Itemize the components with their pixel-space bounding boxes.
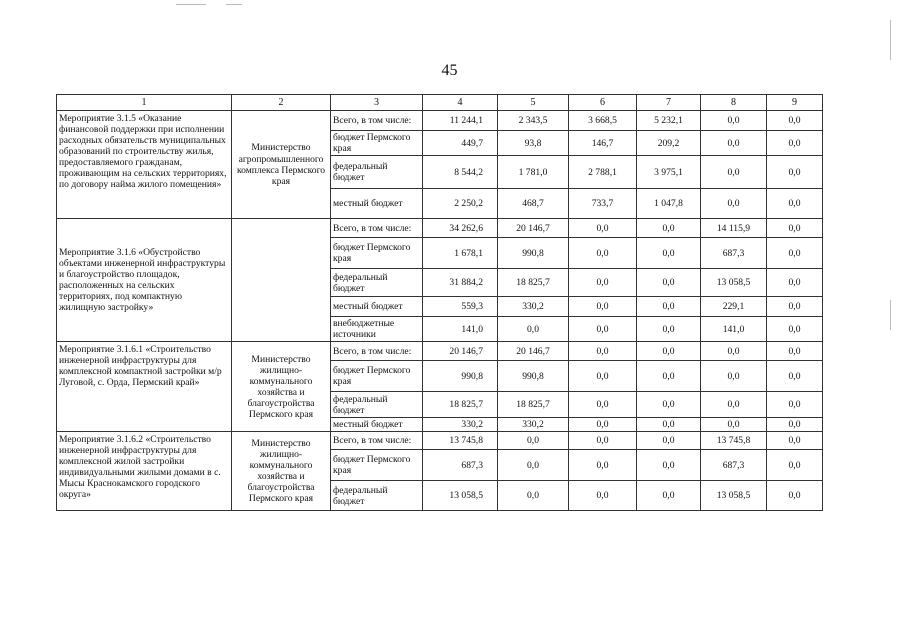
executor-cell: Министерство агропромышленного комплекса Пермского края xyxy=(232,111,331,219)
page-number: 45 xyxy=(441,62,458,79)
amount-cell: 0,0 xyxy=(701,111,767,131)
funding-source: местный бюджет xyxy=(331,297,423,317)
amount-cell: 0,0 xyxy=(569,361,637,392)
executor-cell: Министерство жилищно-коммунального хозяйства и благоустройства Пермского края xyxy=(232,342,331,432)
amount-cell: 2 250,2 xyxy=(423,189,498,219)
amount-cell: 468,7 xyxy=(498,189,569,219)
amount-cell: 0,0 xyxy=(637,481,701,511)
amount-cell: 0,0 xyxy=(637,418,701,432)
column-header: 5 xyxy=(498,95,569,111)
funding-source: федеральный бюджет xyxy=(331,392,423,418)
amount-cell: 31 884,2 xyxy=(423,269,498,297)
measure-name: Мероприятие 3.1.5 «Оказание финансовой поддержки при исполнении расходных обязательств муниципальных образований по строительству жилья, предоставляемого гражданам, проживающим на сельских территориях, по договору найма жилого помещения» xyxy=(57,111,232,219)
amount-cell: 0,0 xyxy=(637,219,701,238)
executor-cell xyxy=(232,219,331,342)
amount-cell: 209,2 xyxy=(637,131,701,156)
measure-name: Мероприятие 3.1.6.1 «Строительство инженерной инфраструктуры для комплексной компактной застройки м/р Луговой, с. Орда, Пермский край» xyxy=(57,342,232,432)
amount-cell: 146,7 xyxy=(569,131,637,156)
measure-name: Мероприятие 3.1.6 «Обустройство объектами инженерной инфраструктуры и благоустройство площадок, расположенных на сельских территориях, под компактную жилищную застройку» xyxy=(57,219,232,342)
amount-cell: 0,0 xyxy=(569,481,637,511)
amount-cell: 18 825,7 xyxy=(498,392,569,418)
amount-cell: 0,0 xyxy=(637,450,701,481)
amount-cell: 990,8 xyxy=(498,238,569,269)
amount-cell: 18 825,7 xyxy=(498,269,569,297)
amount-cell: 0,0 xyxy=(569,450,637,481)
amount-cell: 0,0 xyxy=(569,219,637,238)
amount-cell: 141,0 xyxy=(423,317,498,342)
funding-source: бюджет Пермского края xyxy=(331,238,423,269)
amount-cell: 687,3 xyxy=(423,450,498,481)
table-row xyxy=(57,111,823,131)
amount-cell: 0,0 xyxy=(569,317,637,342)
amount-cell: 20 146,7 xyxy=(498,219,569,238)
table-row xyxy=(57,342,823,361)
column-header: 1 xyxy=(57,95,232,111)
amount-cell: 733,7 xyxy=(569,189,637,219)
amount-cell: 0,0 xyxy=(767,189,823,219)
funding-source: федеральный бюджет xyxy=(331,156,423,189)
amount-cell: 0,0 xyxy=(767,418,823,432)
column-header: 3 xyxy=(331,95,423,111)
amount-cell: 0,0 xyxy=(701,156,767,189)
amount-cell: 0,0 xyxy=(569,238,637,269)
amount-cell: 11 244,1 xyxy=(423,111,498,131)
amount-cell: 0,0 xyxy=(767,361,823,392)
funding-source: Всего, в том числе: xyxy=(331,111,423,131)
column-header: 6 xyxy=(569,95,637,111)
amount-cell: 0,0 xyxy=(767,342,823,361)
budget-table xyxy=(56,94,823,511)
funding-source: местный бюджет xyxy=(331,418,423,432)
amount-cell: 141,0 xyxy=(701,317,767,342)
amount-cell: 0,0 xyxy=(767,432,823,450)
header-row xyxy=(57,95,823,111)
funding-source: внебюджетные источники xyxy=(331,317,423,342)
amount-cell: 0,0 xyxy=(701,361,767,392)
amount-cell: 0,0 xyxy=(637,238,701,269)
amount-cell: 229,1 xyxy=(701,297,767,317)
amount-cell: 687,3 xyxy=(701,238,767,269)
amount-cell: 0,0 xyxy=(701,131,767,156)
amount-cell: 13 745,8 xyxy=(423,432,498,450)
amount-cell: 13 058,5 xyxy=(701,481,767,511)
amount-cell: 13 058,5 xyxy=(423,481,498,511)
amount-cell: 330,2 xyxy=(498,297,569,317)
amount-cell: 8 544,2 xyxy=(423,156,498,189)
amount-cell: 34 262,6 xyxy=(423,219,498,238)
amount-cell: 0,0 xyxy=(637,392,701,418)
amount-cell: 13 745,8 xyxy=(701,432,767,450)
amount-cell: 0,0 xyxy=(569,297,637,317)
funding-source: Всего, в том числе: xyxy=(331,219,423,238)
amount-cell: 0,0 xyxy=(637,432,701,450)
amount-cell: 0,0 xyxy=(569,269,637,297)
amount-cell: 330,2 xyxy=(498,418,569,432)
amount-cell: 18 825,7 xyxy=(423,392,498,418)
scan-mark xyxy=(890,20,891,60)
amount-cell: 559,3 xyxy=(423,297,498,317)
funding-source: бюджет Пермского края xyxy=(331,361,423,392)
amount-cell: 0,0 xyxy=(637,269,701,297)
amount-cell: 13 058,5 xyxy=(701,269,767,297)
column-header: 9 xyxy=(767,95,823,111)
amount-cell: 0,0 xyxy=(701,342,767,361)
amount-cell: 2 788,1 xyxy=(569,156,637,189)
amount-cell: 3 975,1 xyxy=(637,156,701,189)
amount-cell: 990,8 xyxy=(423,361,498,392)
amount-cell: 449,7 xyxy=(423,131,498,156)
amount-cell: 0,0 xyxy=(767,111,823,131)
amount-cell: 0,0 xyxy=(767,238,823,269)
column-header: 8 xyxy=(701,95,767,111)
amount-cell: 0,0 xyxy=(637,317,701,342)
amount-cell: 3 668,5 xyxy=(569,111,637,131)
amount-cell: 5 232,1 xyxy=(637,111,701,131)
funding-source: Всего, в том числе: xyxy=(331,432,423,450)
amount-cell: 0,0 xyxy=(569,432,637,450)
amount-cell: 0,0 xyxy=(701,392,767,418)
table-row xyxy=(57,219,823,238)
amount-cell: 0,0 xyxy=(767,297,823,317)
scan-mark xyxy=(226,4,242,5)
column-header: 7 xyxy=(637,95,701,111)
amount-cell: 93,8 xyxy=(498,131,569,156)
amount-cell: 1 781,0 xyxy=(498,156,569,189)
measure-name: Мероприятие 3.1.6.2 «Строительство инженерной инфраструктуры для комплексной жилой застройки индивидуальными жилыми домами в с. Мысы Краснокамского городского округа» xyxy=(57,432,232,511)
table-row xyxy=(57,432,823,450)
amount-cell: 0,0 xyxy=(498,450,569,481)
amount-cell: 0,0 xyxy=(498,317,569,342)
amount-cell: 0,0 xyxy=(701,418,767,432)
amount-cell: 0,0 xyxy=(637,297,701,317)
amount-cell: 1 678,1 xyxy=(423,238,498,269)
amount-cell: 0,0 xyxy=(569,392,637,418)
amount-cell: 0,0 xyxy=(498,481,569,511)
column-header: 2 xyxy=(232,95,331,111)
scan-mark xyxy=(176,4,206,5)
amount-cell: 0,0 xyxy=(767,269,823,297)
funding-source: местный бюджет xyxy=(331,189,423,219)
amount-cell: 20 146,7 xyxy=(423,342,498,361)
amount-cell: 20 146,7 xyxy=(498,342,569,361)
amount-cell: 687,3 xyxy=(701,450,767,481)
amount-cell: 0,0 xyxy=(569,418,637,432)
amount-cell: 0,0 xyxy=(498,432,569,450)
column-header: 4 xyxy=(423,95,498,111)
amount-cell: 2 343,5 xyxy=(498,111,569,131)
amount-cell: 0,0 xyxy=(637,361,701,392)
amount-cell: 0,0 xyxy=(767,131,823,156)
scan-mark xyxy=(890,300,891,330)
amount-cell: 0,0 xyxy=(767,156,823,189)
amount-cell: 990,8 xyxy=(498,361,569,392)
funding-source: бюджет Пермского края xyxy=(331,131,423,156)
amount-cell: 0,0 xyxy=(767,317,823,342)
executor-cell: Министерство жилищно-коммунального хозяйства и благоустройства Пермского края xyxy=(232,432,331,511)
amount-cell: 330,2 xyxy=(423,418,498,432)
amount-cell: 0,0 xyxy=(767,219,823,238)
amount-cell: 0,0 xyxy=(767,450,823,481)
amount-cell: 0,0 xyxy=(767,481,823,511)
amount-cell: 0,0 xyxy=(637,342,701,361)
funding-source: федеральный бюджет xyxy=(331,269,423,297)
amount-cell: 0,0 xyxy=(701,189,767,219)
amount-cell: 0,0 xyxy=(767,392,823,418)
funding-source: федеральный бюджет xyxy=(331,481,423,511)
amount-cell: 1 047,8 xyxy=(637,189,701,219)
funding-source: Всего, в том числе: xyxy=(331,342,423,361)
amount-cell: 0,0 xyxy=(569,342,637,361)
funding-source: бюджет Пермского края xyxy=(331,450,423,481)
amount-cell: 14 115,9 xyxy=(701,219,767,238)
